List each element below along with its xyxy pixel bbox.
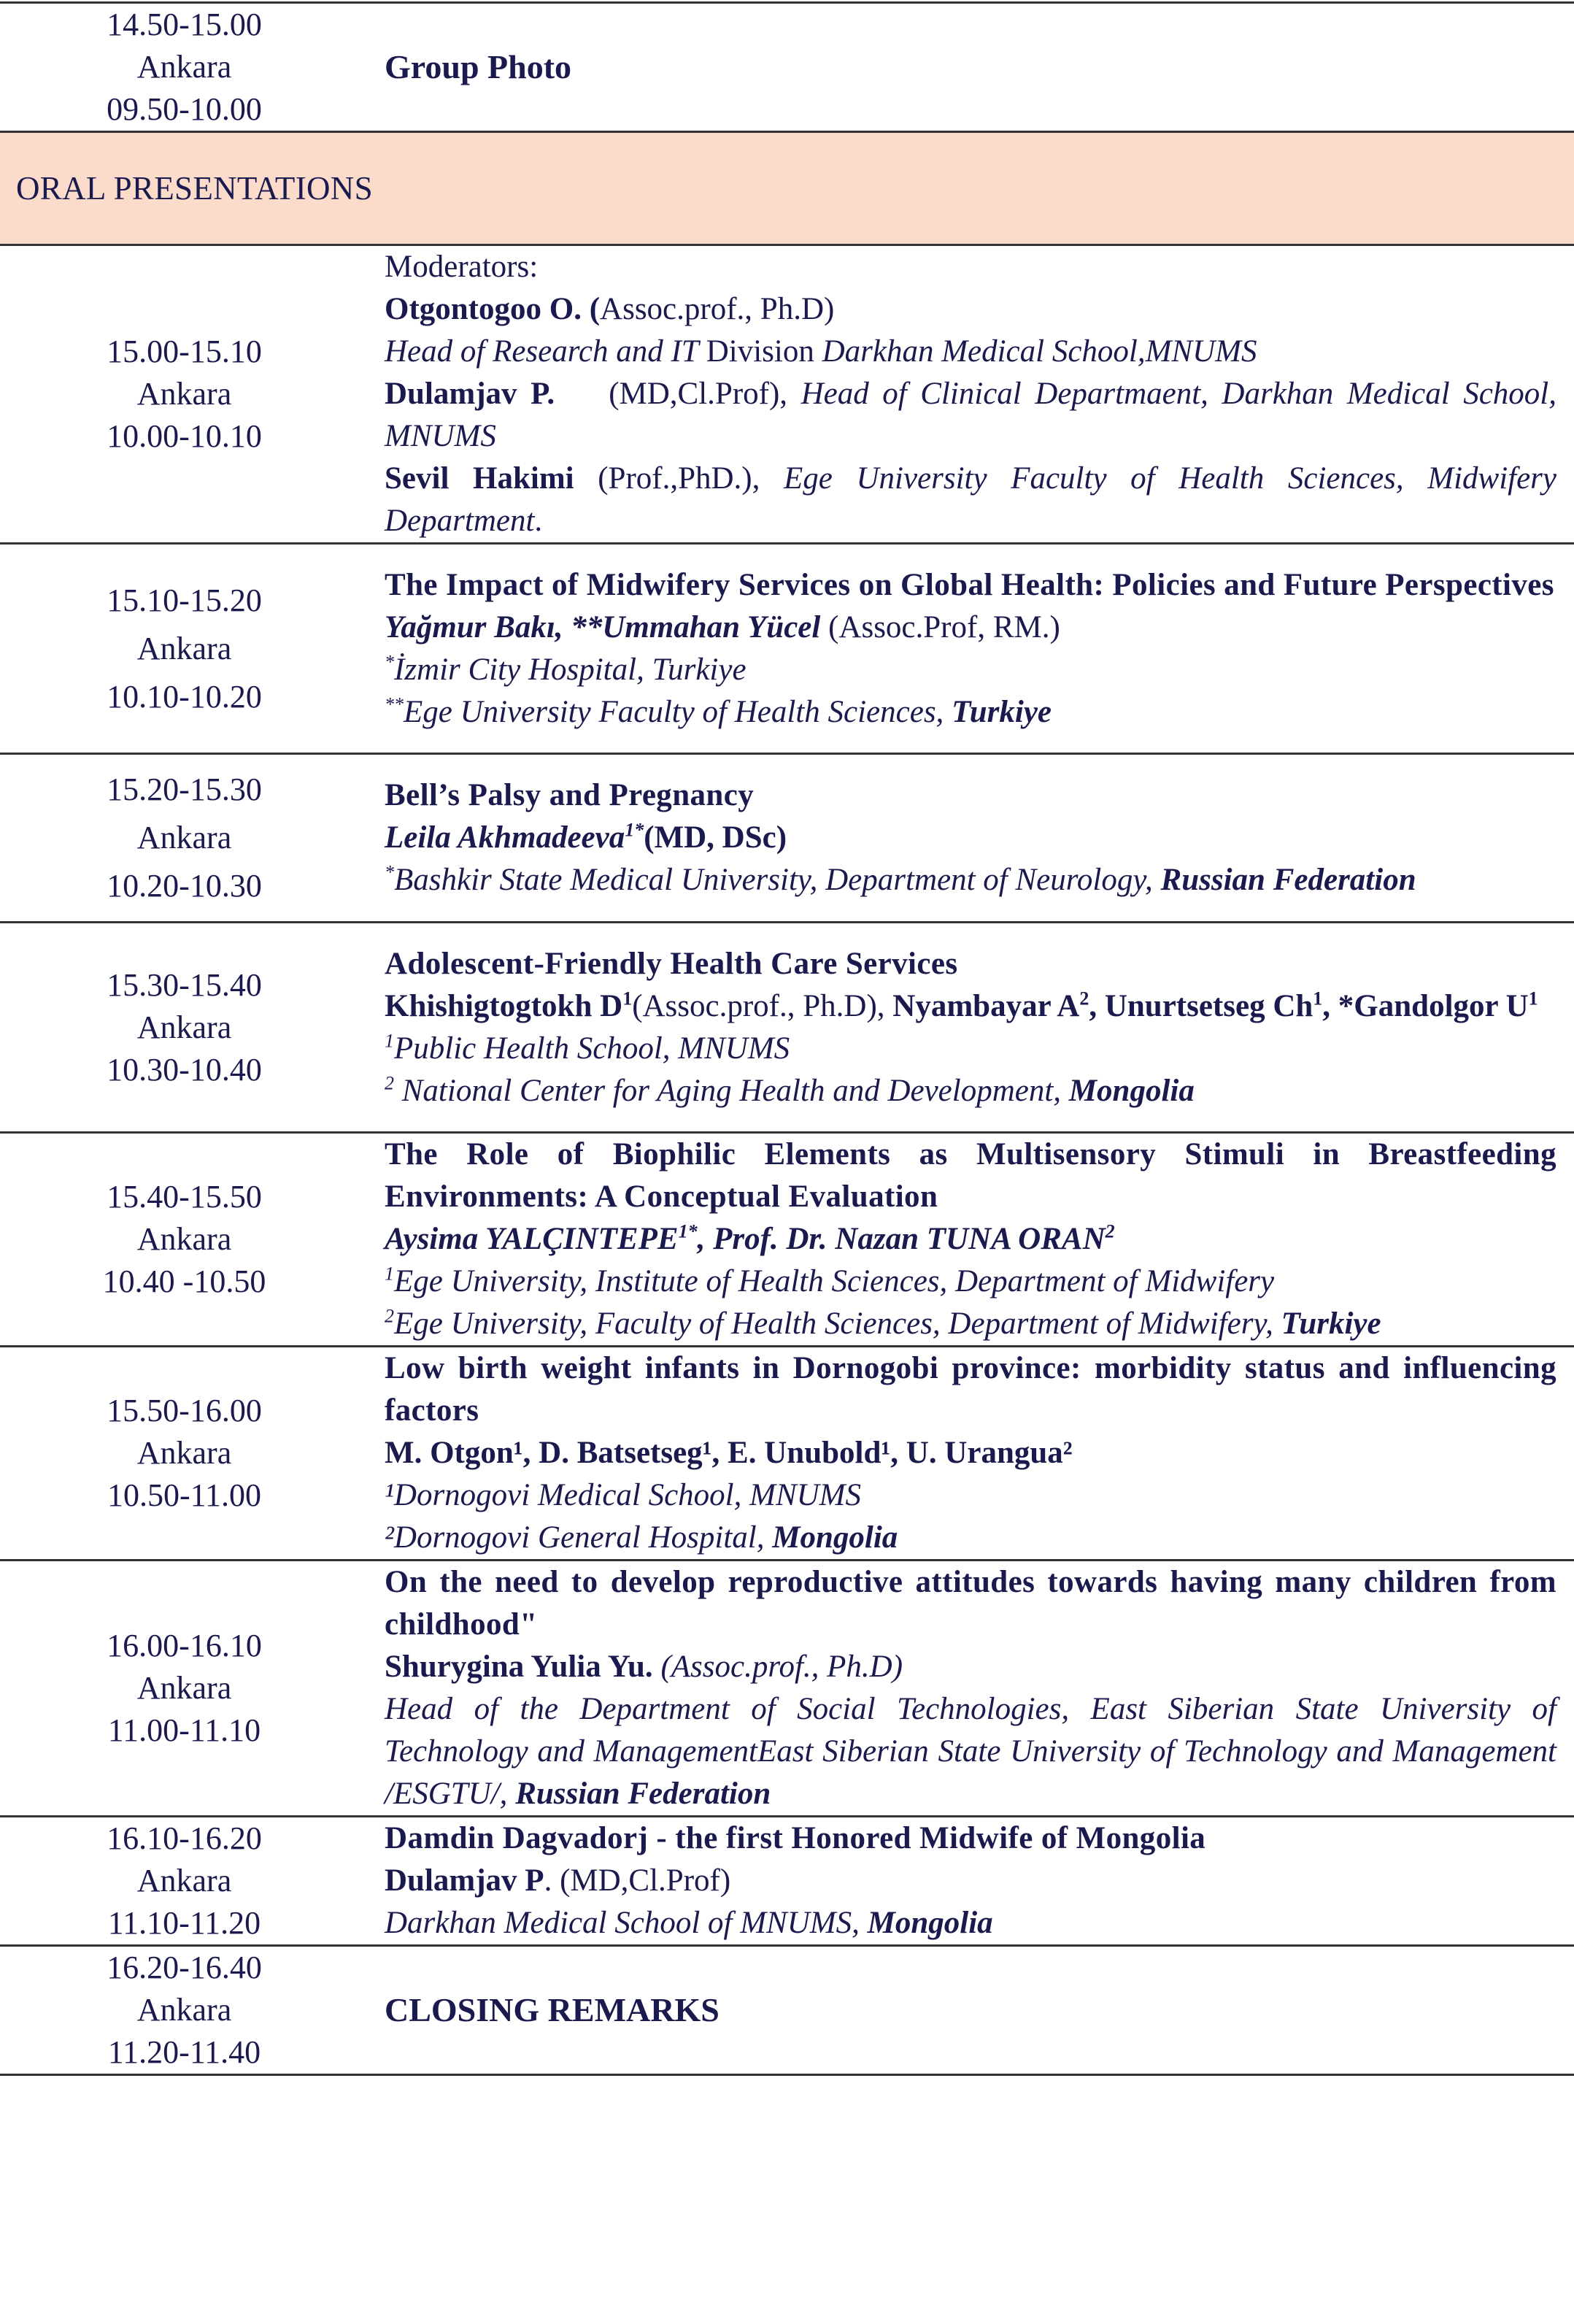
affiliation: *İzmir City Hospital, Turkiye <box>385 651 747 687</box>
session-row <box>0 1561 1574 1817</box>
ankara-time: 11.00-11.10 <box>107 1712 261 1748</box>
session-content <box>369 1347 1574 1561</box>
city-label: Ankara <box>136 49 232 85</box>
presentation-title: The Role of Biophilic Elements as Multisensory Stimuli in Breastfeeding Environments: A Conceptual Evaluation <box>385 1137 1556 1214</box>
local-time: 15.20-15.30 <box>107 772 262 807</box>
session-row <box>0 544 1574 754</box>
presentation-authors: Shurygina Yulia Yu. (Assoc.prof., Ph.D) <box>385 1650 903 1684</box>
presentation-authors: Leila Akhmadeeva$^{1*}$(MD, DSc) <box>385 819 787 855</box>
session-content <box>369 1133 1574 1347</box>
moderator-1-affiliation: Head of Research and IT Division Darkhan Medical School,MNUMS <box>385 334 1257 369</box>
session-row <box>0 1347 1574 1561</box>
session-time <box>0 1946 369 2075</box>
city-label: Ankara <box>136 1221 232 1257</box>
local-time: 16.10-16.20 <box>107 1820 262 1856</box>
session-content <box>369 544 1574 754</box>
session-content <box>369 1817 1574 1946</box>
ankara-time: 10.40 -10.50 <box>102 1263 266 1299</box>
session-time <box>0 544 369 754</box>
session-row <box>0 923 1574 1133</box>
affiliation: *Bashkir State Medical University, Department of Neurology, Russian Federation <box>385 861 1416 897</box>
session-title: CLOSING REMARKS <box>385 1991 720 2028</box>
session-row <box>0 754 1574 923</box>
moderator-2: Dulamjav P. (MD,Cl.Prof), Head of Clinical Departmaent, Darkhan Medical School, MNUMS <box>385 377 1556 453</box>
moderator-1: Otgontogoo O. (Assoc.prof., Ph.D) <box>385 292 835 326</box>
ankara-time: 10.00-10.10 <box>107 418 262 454</box>
session-row <box>0 3 1574 132</box>
local-time: 15.00-15.10 <box>107 334 262 369</box>
city-label: Ankara <box>136 1435 232 1471</box>
ankara-time: 10.10-10.20 <box>107 678 262 715</box>
local-time: 14.50-15.00 <box>107 7 262 42</box>
affiliation: ²Dornogovi General Hospital, Mongolia <box>385 1520 898 1555</box>
presentation-authors: Dulamjav P. (MD,Cl.Prof) <box>385 1863 731 1898</box>
session-title: Group Photo <box>385 48 572 85</box>
moderators-label: Moderators: <box>385 250 539 284</box>
city-label: Ankara <box>136 376 232 412</box>
session-time <box>0 1817 369 1946</box>
ankara-time: 10.30-10.40 <box>107 1051 262 1088</box>
session-time <box>0 1561 369 1817</box>
presentation-title: Adolescent-Friendly Health Care Services <box>385 946 958 981</box>
city-label: Ankara <box>136 630 232 666</box>
session-content <box>369 923 1574 1133</box>
local-time: 15.50-16.00 <box>107 1393 262 1428</box>
session-time <box>0 754 369 923</box>
affiliation: **Ege University Faculty of Health Sciences, Turkiye <box>385 693 1052 729</box>
presentation-authors: Aysima $YALÇINTEPE^{1*}$, Prof. Dr. Nazan TUNA ORAN$^2$ <box>385 1220 1115 1256</box>
affiliation: $^1$Public Health School, MNUMS <box>385 1030 790 1066</box>
ankara-time: 10.50-11.00 <box>107 1477 262 1513</box>
session-content <box>369 754 1574 923</box>
program-table <box>0 1 1574 2076</box>
affiliation: $^2$ National Center for Aging Health and Development, Mongolia <box>385 1072 1195 1108</box>
ankara-time: 11.20-11.40 <box>107 2034 261 2070</box>
session-row <box>0 245 1574 544</box>
local-time: 16.00-16.10 <box>107 1628 262 1663</box>
session-time <box>0 245 369 544</box>
session-content <box>369 245 1574 544</box>
local-time: 15.30-15.40 <box>107 966 262 1003</box>
presentation-title: On the need to develop reproductive attitudes towards having many children from childhood" <box>385 1565 1556 1642</box>
moderator-3: Sevil Hakimi (Prof.,PhD.), Ege University Faculty of Health Sciences, Midwifery Department. <box>385 461 1557 538</box>
presentation-title: Low birth weight infants in Dornogobi province: morbidity status and influencing factors <box>385 1351 1556 1428</box>
session-content <box>369 1561 1574 1817</box>
city-label: Ankara <box>136 820 232 855</box>
ankara-time: 10.20-10.30 <box>107 868 262 904</box>
session-content <box>369 3 1574 132</box>
presentation-authors: M. Otgon¹, D. Batsetseg¹, E. Unubold¹, U. Urangua² <box>385 1436 1073 1470</box>
presentation-title: Bell’s Palsy and Pregnancy <box>385 778 755 812</box>
affiliation: $^2$Ege University, Faculty of Health Sciences, Department of Midwifery, Turkiye <box>385 1305 1381 1341</box>
session-row <box>0 1817 1574 1946</box>
city-label: Ankara <box>136 1863 232 1898</box>
presentation-authors: Khishigtogtokh $D^1(Assoc.prof$., Ph.D), Nyambayar $A^2$, Unurtsetseg Ch$^1$, *Gandolgor $U^1$ <box>385 988 1538 1023</box>
city-label: Ankara <box>136 1992 232 2028</box>
affiliation: Darkhan Medical School of MNUMS, Mongolia <box>385 1906 993 1940</box>
affiliation: Head of the Department of Social Technologies, East Siberian State University of Technology and ManagementEast Siberian State University of Technology and Management /ESGTU/, Russian Federation <box>385 1692 1556 1811</box>
city-label: Ankara <box>136 1670 232 1706</box>
session-row <box>0 1946 1574 2075</box>
local-time: 15.10-15.20 <box>107 582 262 618</box>
ankara-time: 09.50-10.00 <box>107 91 262 127</box>
presentation-title: Damdin Dagvadorj - the first Honored Midwife of Mongolia <box>385 1821 1206 1855</box>
local-time: 16.20-16.40 <box>107 1950 262 1985</box>
session-time <box>0 1347 369 1561</box>
session-time <box>0 3 369 132</box>
city-label: Ankara <box>136 1009 232 1045</box>
affiliation: $^1$Ege University, Institute of Health Sciences, Department of Midwifery <box>385 1263 1275 1298</box>
ankara-time: 11.10-11.20 <box>107 1905 261 1941</box>
session-time <box>0 923 369 1133</box>
session-row <box>0 1133 1574 1347</box>
session-content <box>369 1946 1574 2075</box>
presentation-authors: Yağmur Bakı, **Ummahan Yücel (Assoc.Prof, RM.) <box>385 609 1060 645</box>
local-time: 15.40-15.50 <box>107 1179 262 1215</box>
affiliation: ¹Dornogovi Medical School, MNUMS <box>385 1478 861 1512</box>
session-time <box>0 1133 369 1347</box>
presentation-title: The Impact of Midwifery Services on Global Health: Policies and Future Perspectives <box>385 567 1554 602</box>
section-heading: ORAL PRESENTATIONS <box>0 132 1574 245</box>
section-row <box>0 132 1574 245</box>
